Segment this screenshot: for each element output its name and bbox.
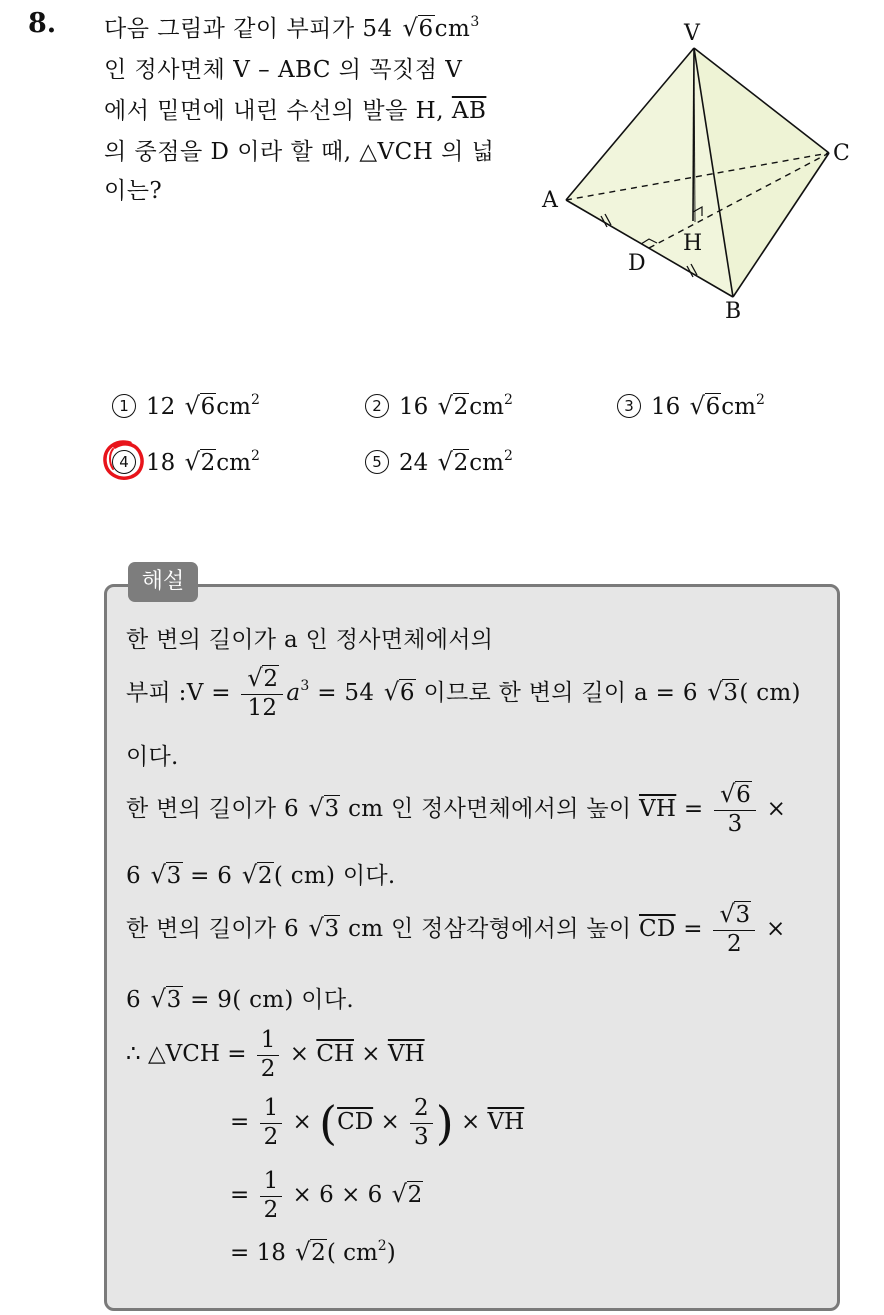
problem-line-1: 다음 그림과 같이 부피가 54 √ $6cm^3$ bbox=[104, 10, 480, 43]
choice-5[interactable]: 5 24 √ $2cm^2$ bbox=[365, 450, 513, 476]
choice-3-mark: 3 bbox=[617, 394, 641, 418]
answer-selection-circle-icon bbox=[100, 436, 148, 484]
problem-line-4: 의 중점을 D 이라 할 때, △VCH 의 넓 bbox=[104, 139, 495, 165]
problem-line-5: 이는? bbox=[104, 178, 163, 204]
label-h: H bbox=[683, 231, 703, 256]
solution-eq-2: = $\frac{1}{2}$ × ($\overline{CD}$ × $\frac{2}{3}$ ) × $\overline{VH}$ bbox=[230, 1095, 525, 1151]
problem-number: 8. bbox=[28, 8, 57, 39]
solution-tag: 해설 bbox=[128, 562, 198, 602]
choice-5-mark: 5 bbox=[365, 450, 389, 474]
solution-eq-1: ∴ △VCH = $\frac{1}{2}$ × $\overline{CH} \times \overline{VH}$ bbox=[126, 1027, 425, 1082]
solution-line-6: 한 변의 길이가 6 √ 3 cm 인 정삼각형에서의 높이 $\overline{CD}$ = √ $\frac{3}{2}$ × bbox=[126, 902, 786, 958]
solution-eq-3: = $\frac{1}{2}$ × 6 × 6 √ 2 bbox=[230, 1168, 423, 1224]
choice-1[interactable]: 1 12 √ $6cm^2$ bbox=[112, 394, 260, 420]
label-v: V bbox=[684, 21, 700, 46]
choice-3[interactable]: 3 16 √ $6cm^2$ bbox=[617, 394, 765, 420]
label-a: A bbox=[542, 188, 558, 213]
solution-line-5: 6 √ 3 = 6 √ 2( cm) 이다. bbox=[126, 857, 396, 890]
tetrahedron-figure bbox=[530, 10, 870, 330]
solution-line-1: 한 변의 길이가 a 인 정사면체에서의 bbox=[126, 627, 494, 653]
choice-4-mark: 4 bbox=[112, 450, 136, 474]
label-b: B bbox=[725, 299, 742, 324]
solution-line-2: 부피 :V = √ $\frac{2}{12}$ $a^3 = 54$ √ 6 이므로 한 변의 길이 a = 6 √ 3( cm) bbox=[126, 666, 801, 722]
choice-4[interactable]: 4 18 √ $2cm^2$ bbox=[112, 450, 260, 476]
solution-eq-4: = 18 √ 2( $cm^2$) bbox=[230, 1240, 396, 1266]
label-d: D bbox=[628, 251, 646, 276]
choice-2[interactable]: 2 16 √ $2cm^2$ bbox=[365, 394, 513, 420]
choice-1-mark: 1 bbox=[112, 394, 136, 418]
label-c: C bbox=[833, 141, 850, 166]
choice-2-mark: 2 bbox=[365, 394, 389, 418]
solution-line-4: 한 변의 길이가 6 √ 3 cm 인 정사면체에서의 높이 $\overline{VH}$ = √ $\frac{6}{3}$ × bbox=[126, 782, 786, 838]
solution-line-3: 이다. bbox=[126, 744, 179, 770]
problem-line-2: 인 정사면체 V – ABC 의 꼭짓점 V bbox=[104, 57, 463, 83]
problem-line-3: 에서 밑면에 내린 수선의 발을 H, $\overline{AB}$ bbox=[104, 98, 487, 124]
solution-line-7: 6 √ 3 = 9( cm) 이다. bbox=[126, 981, 354, 1014]
